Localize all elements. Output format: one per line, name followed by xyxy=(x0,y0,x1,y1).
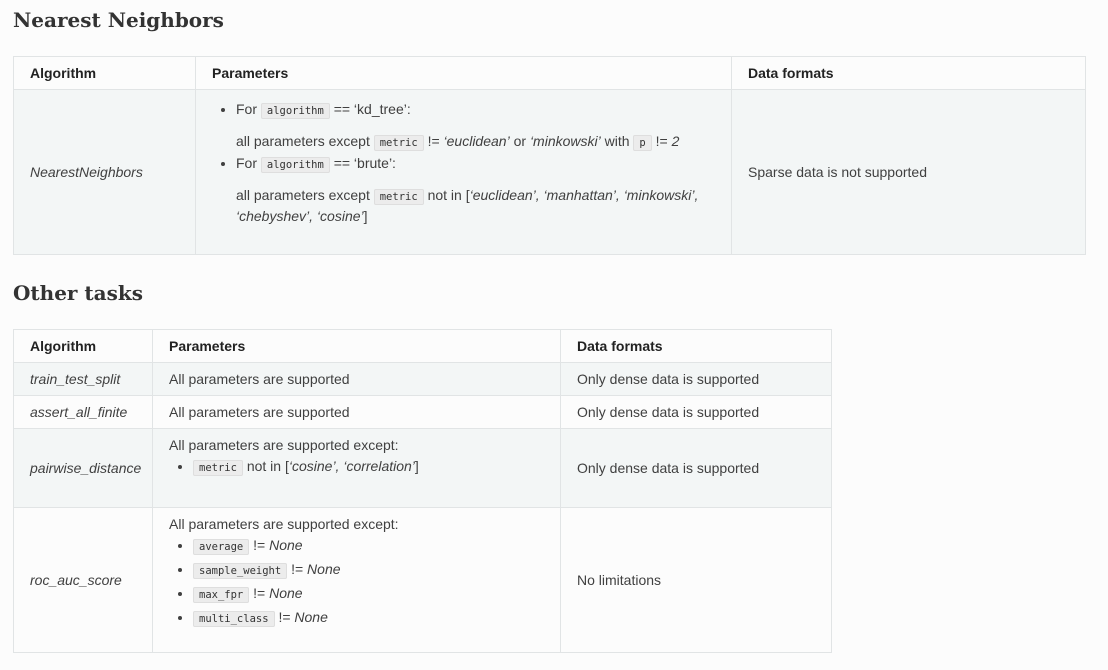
header-parameters: Parameters xyxy=(196,57,732,90)
inline-code: algorithm xyxy=(261,157,330,173)
bullet-prefix: For xyxy=(236,155,257,171)
table-row xyxy=(14,508,832,653)
list-item xyxy=(193,606,544,630)
header-parameters: Parameters xyxy=(153,330,561,363)
inline-code: metric xyxy=(374,135,424,151)
algorithm-cell: pairwise_distance xyxy=(14,429,153,508)
bullet-suffix: == ‘kd_tree’: xyxy=(333,101,411,117)
inline-code: average xyxy=(193,539,249,555)
desc-text: != xyxy=(427,133,440,149)
param-text: ] xyxy=(414,458,419,474)
table-row xyxy=(14,396,832,429)
section-title-other-tasks: Other tasks xyxy=(13,281,143,305)
list-item xyxy=(193,534,544,558)
desc-text: != xyxy=(655,133,668,149)
parameters-cell xyxy=(153,429,561,508)
data-formats-cell: Only dense data is supported xyxy=(561,396,832,429)
param-value: None xyxy=(307,561,341,577)
param-value: None xyxy=(294,609,328,625)
data-formats-cell: Only dense data is supported xyxy=(561,363,832,396)
desc-text: all parameters except xyxy=(236,187,370,203)
parameter-list xyxy=(212,99,715,226)
desc-text: not in [ xyxy=(427,187,470,203)
header-algorithm: Algorithm xyxy=(14,330,153,363)
inline-code: p xyxy=(633,135,651,151)
parameters-cell: All parameters are supported xyxy=(153,363,561,396)
param-text: not in [ xyxy=(246,458,289,474)
param-op: != xyxy=(253,585,266,601)
desc-text: ] xyxy=(363,208,368,224)
parameters-cell: All parameters are supported xyxy=(153,396,561,429)
list-item xyxy=(236,153,715,226)
other-tasks-table xyxy=(13,329,832,653)
list-item xyxy=(236,99,715,153)
param-value: None xyxy=(269,537,303,553)
data-formats-cell: Sparse data is not supported xyxy=(732,90,1086,255)
parameters-cell xyxy=(196,90,732,255)
param-intro: All parameters are supported except: xyxy=(169,437,399,453)
desc-value: ‘euclidean’, ‘manhattan’, ‘minkowski’, ‘chebyshev’, ‘cosine’ xyxy=(236,187,699,224)
param-value: None xyxy=(269,585,303,601)
inline-code: max_fpr xyxy=(193,587,249,603)
data-formats-cell: Only dense data is supported xyxy=(561,429,832,508)
table-row xyxy=(14,90,1086,255)
header-data-formats: Data formats xyxy=(561,330,832,363)
table-header-row xyxy=(14,330,832,363)
list-item xyxy=(193,558,544,582)
algorithm-cell: assert_all_finite xyxy=(14,396,153,429)
table-row xyxy=(14,363,832,396)
desc-text: or xyxy=(513,133,527,149)
data-formats-cell: No limitations xyxy=(561,508,832,653)
param-list xyxy=(169,455,544,479)
bullet-prefix: For xyxy=(236,101,257,117)
inline-code: metric xyxy=(193,460,243,476)
desc-text: with xyxy=(604,133,630,149)
table-row xyxy=(14,429,832,508)
desc-value: 2 xyxy=(671,133,680,149)
inline-code: multi_class xyxy=(193,611,275,627)
algorithm-cell: roc_auc_score xyxy=(14,508,153,653)
desc-text: all parameters except xyxy=(236,133,370,149)
desc-value: ‘minkowski’ xyxy=(529,133,601,149)
param-intro: All parameters are supported except: xyxy=(169,516,399,532)
list-item xyxy=(193,582,544,606)
list-item xyxy=(193,455,544,479)
bullet-suffix: == ‘brute’: xyxy=(333,155,396,171)
param-op: != xyxy=(278,609,291,625)
parameters-cell xyxy=(153,508,561,653)
nearest-neighbors-table xyxy=(13,56,1086,255)
algorithm-cell: train_test_split xyxy=(14,363,153,396)
algorithm-cell: NearestNeighbors xyxy=(14,90,196,255)
inline-code: metric xyxy=(374,189,424,205)
header-data-formats: Data formats xyxy=(732,57,1086,90)
param-value: ‘cosine’, ‘correlation’ xyxy=(288,458,415,474)
inline-code: sample_weight xyxy=(193,563,287,579)
desc-value: ‘euclidean’ xyxy=(443,133,510,149)
section-title-nearest-neighbors: Nearest Neighbors xyxy=(13,8,224,32)
header-algorithm: Algorithm xyxy=(14,57,196,90)
table-header-row xyxy=(14,57,1086,90)
param-op: != xyxy=(291,561,304,577)
param-list xyxy=(169,534,544,630)
param-op: != xyxy=(253,537,266,553)
inline-code: algorithm xyxy=(261,103,330,119)
